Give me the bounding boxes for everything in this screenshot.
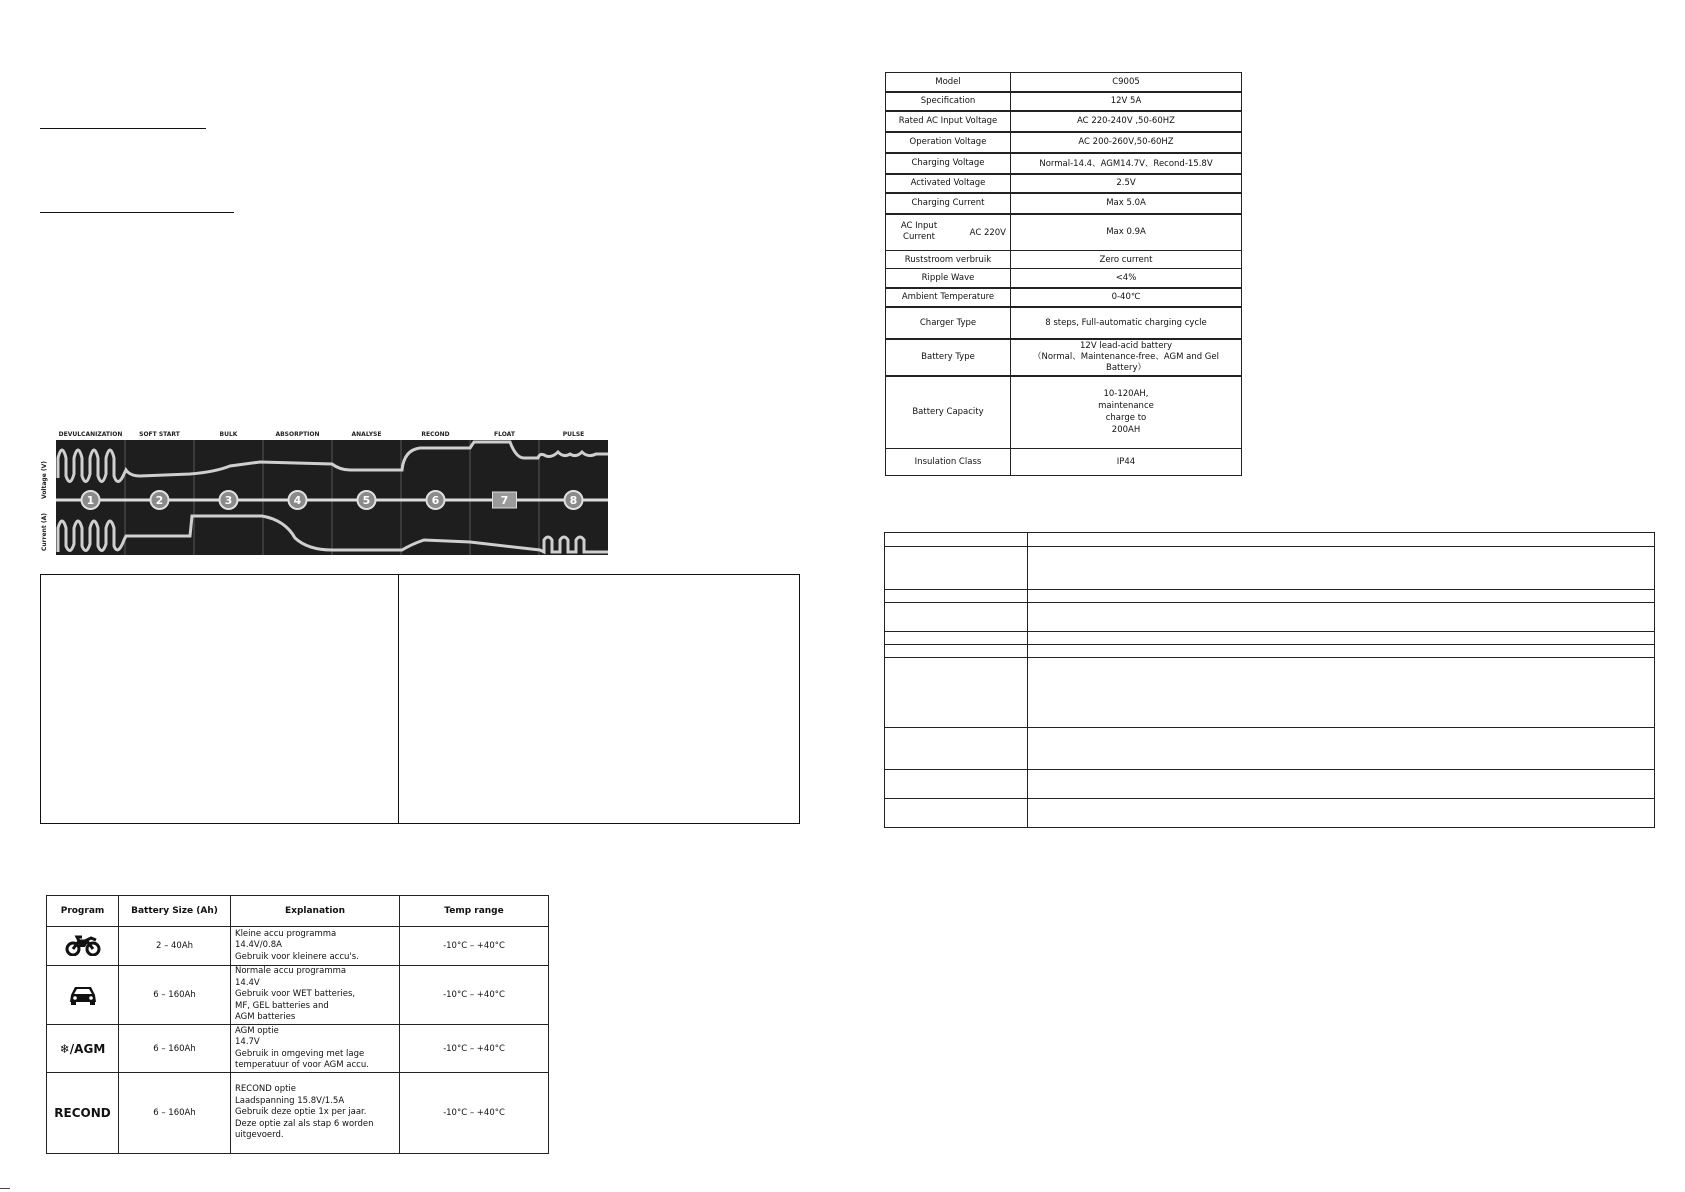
temp-range-cell: -10°C – +40°C — [400, 1025, 549, 1073]
blank-cell — [1028, 590, 1655, 603]
explanation-cell — [231, 966, 400, 1025]
spec-value: C9005 — [1011, 73, 1242, 92]
spec-label: Ambient Temperature — [886, 288, 1011, 307]
table-row — [885, 728, 1655, 770]
blank-table — [884, 532, 1655, 828]
spec-row-specification — [886, 92, 1242, 111]
spec-row-charger-type — [886, 307, 1242, 339]
spec-label: Battery Capacity — [886, 376, 1011, 449]
blank-cell — [885, 590, 1028, 603]
explanation-cell — [231, 1073, 400, 1154]
table-row — [885, 632, 1655, 645]
spec-label-cell — [886, 214, 1011, 251]
heading-underline-1 — [40, 128, 206, 129]
snowflake-icon: ❄ — [59, 1041, 70, 1056]
blank-cell — [1028, 632, 1655, 645]
spec-row-insulation-class — [886, 449, 1242, 476]
voltage-axis-label: Voltage (V) — [41, 461, 48, 499]
explanation-line: Gebruik voor WET batteries, — [235, 989, 356, 1000]
explanation-cell — [231, 1025, 400, 1073]
blank-cell — [885, 770, 1028, 799]
blank-cell — [885, 603, 1028, 632]
program-table — [46, 895, 549, 1154]
battery-size-cell: 2 – 40Ah — [119, 927, 231, 966]
table-row — [885, 603, 1655, 632]
spec-value-line: charge to — [1105, 413, 1147, 424]
stage-label: FLOAT — [494, 431, 515, 438]
spec-value: Zero current — [1011, 251, 1242, 269]
spec-label: Ripple Wave — [886, 269, 1011, 288]
spec-sublabel: AC 220V — [969, 227, 1006, 238]
spec-row-ac-input-current — [886, 214, 1242, 251]
motorcycle-icon — [65, 934, 101, 956]
battery-size-cell: 6 – 160Ah — [119, 1073, 231, 1154]
notes-box — [40, 574, 800, 824]
spec-row-operation-voltage — [886, 132, 1242, 153]
spec-row-model — [886, 73, 1242, 92]
blank-cell — [885, 658, 1028, 728]
explanation-cell — [231, 927, 400, 966]
stage-label: PULSE — [562, 431, 585, 438]
blank-cell — [885, 533, 1028, 547]
spec-value: AC 220-240V ,50-60HZ — [1011, 111, 1242, 132]
blank-cell — [1028, 770, 1655, 799]
explanation-line: Laadspanning 15.8V/1.5A — [235, 1095, 345, 1106]
table-row — [885, 770, 1655, 799]
spec-value-cell — [1011, 339, 1242, 376]
explanation-line: MF, GEL batteries and — [235, 1000, 329, 1011]
spec-value: IP44 — [1011, 449, 1242, 476]
table-row — [885, 658, 1655, 728]
table-row — [47, 1025, 549, 1073]
explanation-line: 14.4V/0.8A — [235, 940, 282, 951]
blank-cell — [1028, 728, 1655, 770]
program-cell — [47, 927, 119, 966]
spec-table — [885, 72, 1242, 476]
step-number: 6 — [431, 494, 440, 507]
explanation-line: Gebruik in omgeving met lage — [235, 1048, 365, 1059]
spec-row-ambient-temp — [886, 288, 1242, 307]
agm-label: /AGM — [69, 1041, 106, 1056]
spec-label: Model — [886, 73, 1011, 92]
stage-label: DEVULCANIZATION — [58, 431, 123, 438]
header-explanation: Explanation — [231, 896, 400, 927]
step-number: 3 — [224, 494, 233, 507]
spec-label: Charger Type — [886, 307, 1011, 339]
header-program: Program — [47, 896, 119, 927]
blank-cell — [885, 547, 1028, 590]
spec-value: 0-40℃ — [1011, 288, 1242, 307]
header-temp-range: Temp range — [400, 896, 549, 927]
spec-label: Charging Voltage — [886, 153, 1011, 174]
spec-value-line: （Normal、Maintenance-free、AGM and Gel Battery） — [1033, 351, 1219, 373]
spec-label: Activated Voltage — [886, 174, 1011, 193]
blank-cell — [1028, 547, 1655, 590]
recond-label: RECOND — [54, 1106, 111, 1120]
explanation-line: 14.4V — [235, 977, 260, 988]
table-row — [885, 799, 1655, 828]
blank-cell — [885, 728, 1028, 770]
charging-stage-diagram — [40, 428, 610, 555]
explanation-line: Gebruik deze optie 1x per jaar. — [235, 1107, 367, 1118]
battery-size-cell: 6 – 160Ah — [119, 966, 231, 1025]
spec-row-battery-type — [886, 339, 1242, 376]
spec-value-cell — [1011, 376, 1242, 449]
table-row — [885, 533, 1655, 547]
blank-cell — [1028, 533, 1655, 547]
explanation-line: Kleine accu programma — [235, 928, 337, 939]
step-number: 5 — [362, 494, 371, 507]
blank-cell — [1028, 799, 1655, 828]
table-row — [885, 590, 1655, 603]
spec-row-ripple-wave — [886, 269, 1242, 288]
battery-size-cell: 6 – 160Ah — [119, 1025, 231, 1073]
stage-label: ANALYSE — [351, 431, 382, 438]
spec-value-line: maintenance — [1098, 401, 1154, 412]
spec-value-line: 10-120AH, — [1103, 389, 1149, 400]
spec-value-line: 12V lead-acid battery — [1080, 340, 1172, 351]
explanation-line: Gebruik voor kleinere accu's. — [235, 951, 359, 962]
program-cell — [47, 966, 119, 1025]
spec-label: Insulation Class — [886, 449, 1011, 476]
page-mark — [0, 1188, 10, 1189]
step-number: 8 — [569, 494, 578, 507]
stage-label: ABSORPTION — [275, 431, 320, 438]
blank-cell — [1028, 645, 1655, 658]
step-number: 2 — [155, 494, 164, 507]
notes-box-divider — [398, 575, 399, 823]
spec-label: Battery Type — [886, 339, 1011, 376]
spec-row-charging-voltage — [886, 153, 1242, 174]
blank-cell — [885, 645, 1028, 658]
spec-label: Specification — [886, 92, 1011, 111]
spec-label: Operation Voltage — [886, 132, 1011, 153]
explanation-line: AGM batteries — [235, 1012, 296, 1023]
blank-cell — [1028, 658, 1655, 728]
spec-value: <4% — [1011, 269, 1242, 288]
spec-row-activated-voltage — [886, 174, 1242, 193]
table-row — [885, 547, 1655, 590]
spec-value: Normal-14.4、AGM14.7V、Recond-15.8V — [1011, 153, 1242, 174]
stage-label: BULK — [219, 431, 238, 438]
blank-cell — [885, 799, 1028, 828]
heading-underline-2 — [40, 212, 234, 213]
current-axis-label: Current (A) — [41, 512, 48, 552]
car-icon — [68, 983, 98, 1005]
blank-cell — [885, 632, 1028, 645]
spec-label: AC Input Current — [900, 221, 938, 243]
explanation-line: AGM optie — [235, 1025, 279, 1036]
explanation-line: uitgevoerd. — [235, 1130, 284, 1141]
temp-range-cell: -10°C – +40°C — [400, 966, 549, 1025]
explanation-line: RECOND optie — [235, 1084, 297, 1095]
explanation-line: Deze optie zal als stap 6 worden — [235, 1118, 374, 1129]
table-row — [47, 927, 549, 966]
explanation-line: 14.7V — [235, 1037, 260, 1047]
explanation-line: Normale accu programma — [235, 966, 347, 977]
program-cell — [47, 1073, 119, 1154]
step-number: 7 — [500, 494, 509, 507]
table-row — [885, 645, 1655, 658]
spec-value: AC 200-260V,50-60HZ — [1011, 132, 1242, 153]
step-number: 4 — [293, 494, 302, 507]
spec-row-battery-capacity — [886, 376, 1242, 449]
step-number: 1 — [86, 494, 95, 507]
spec-value: 12V 5A — [1011, 92, 1242, 111]
temp-range-cell: -10°C – +40°C — [400, 927, 549, 966]
stage-label: RECOND — [421, 431, 450, 438]
table-row — [47, 1073, 549, 1154]
spec-value: 2.5V — [1011, 174, 1242, 193]
spec-value: 8 steps, Full-automatic charging cycle — [1011, 307, 1242, 339]
explanation-line: temperatuur of voor AGM accu. — [235, 1060, 369, 1070]
spec-row-ruststroom — [886, 251, 1242, 269]
spec-row-charging-current — [886, 193, 1242, 214]
spec-value: Max 5.0A — [1011, 193, 1242, 214]
header-battery-size: Battery Size (Ah) — [119, 896, 231, 927]
temp-range-cell: -10°C – +40°C — [400, 1073, 549, 1154]
program-cell — [47, 1025, 119, 1073]
spec-row-rated-ac-input — [886, 111, 1242, 132]
spec-label: Rated AC Input Voltage — [886, 111, 1011, 132]
blank-cell — [1028, 603, 1655, 632]
table-row — [47, 966, 549, 1025]
battery-icon — [493, 492, 517, 508]
spec-value: Max 0.9A — [1011, 214, 1242, 251]
spec-label: Charging Current — [886, 193, 1011, 214]
spec-value-line: 200AH — [1111, 425, 1141, 436]
spec-label: Ruststroom verbruik — [886, 251, 1011, 269]
stage-label: SOFT START — [139, 431, 180, 438]
